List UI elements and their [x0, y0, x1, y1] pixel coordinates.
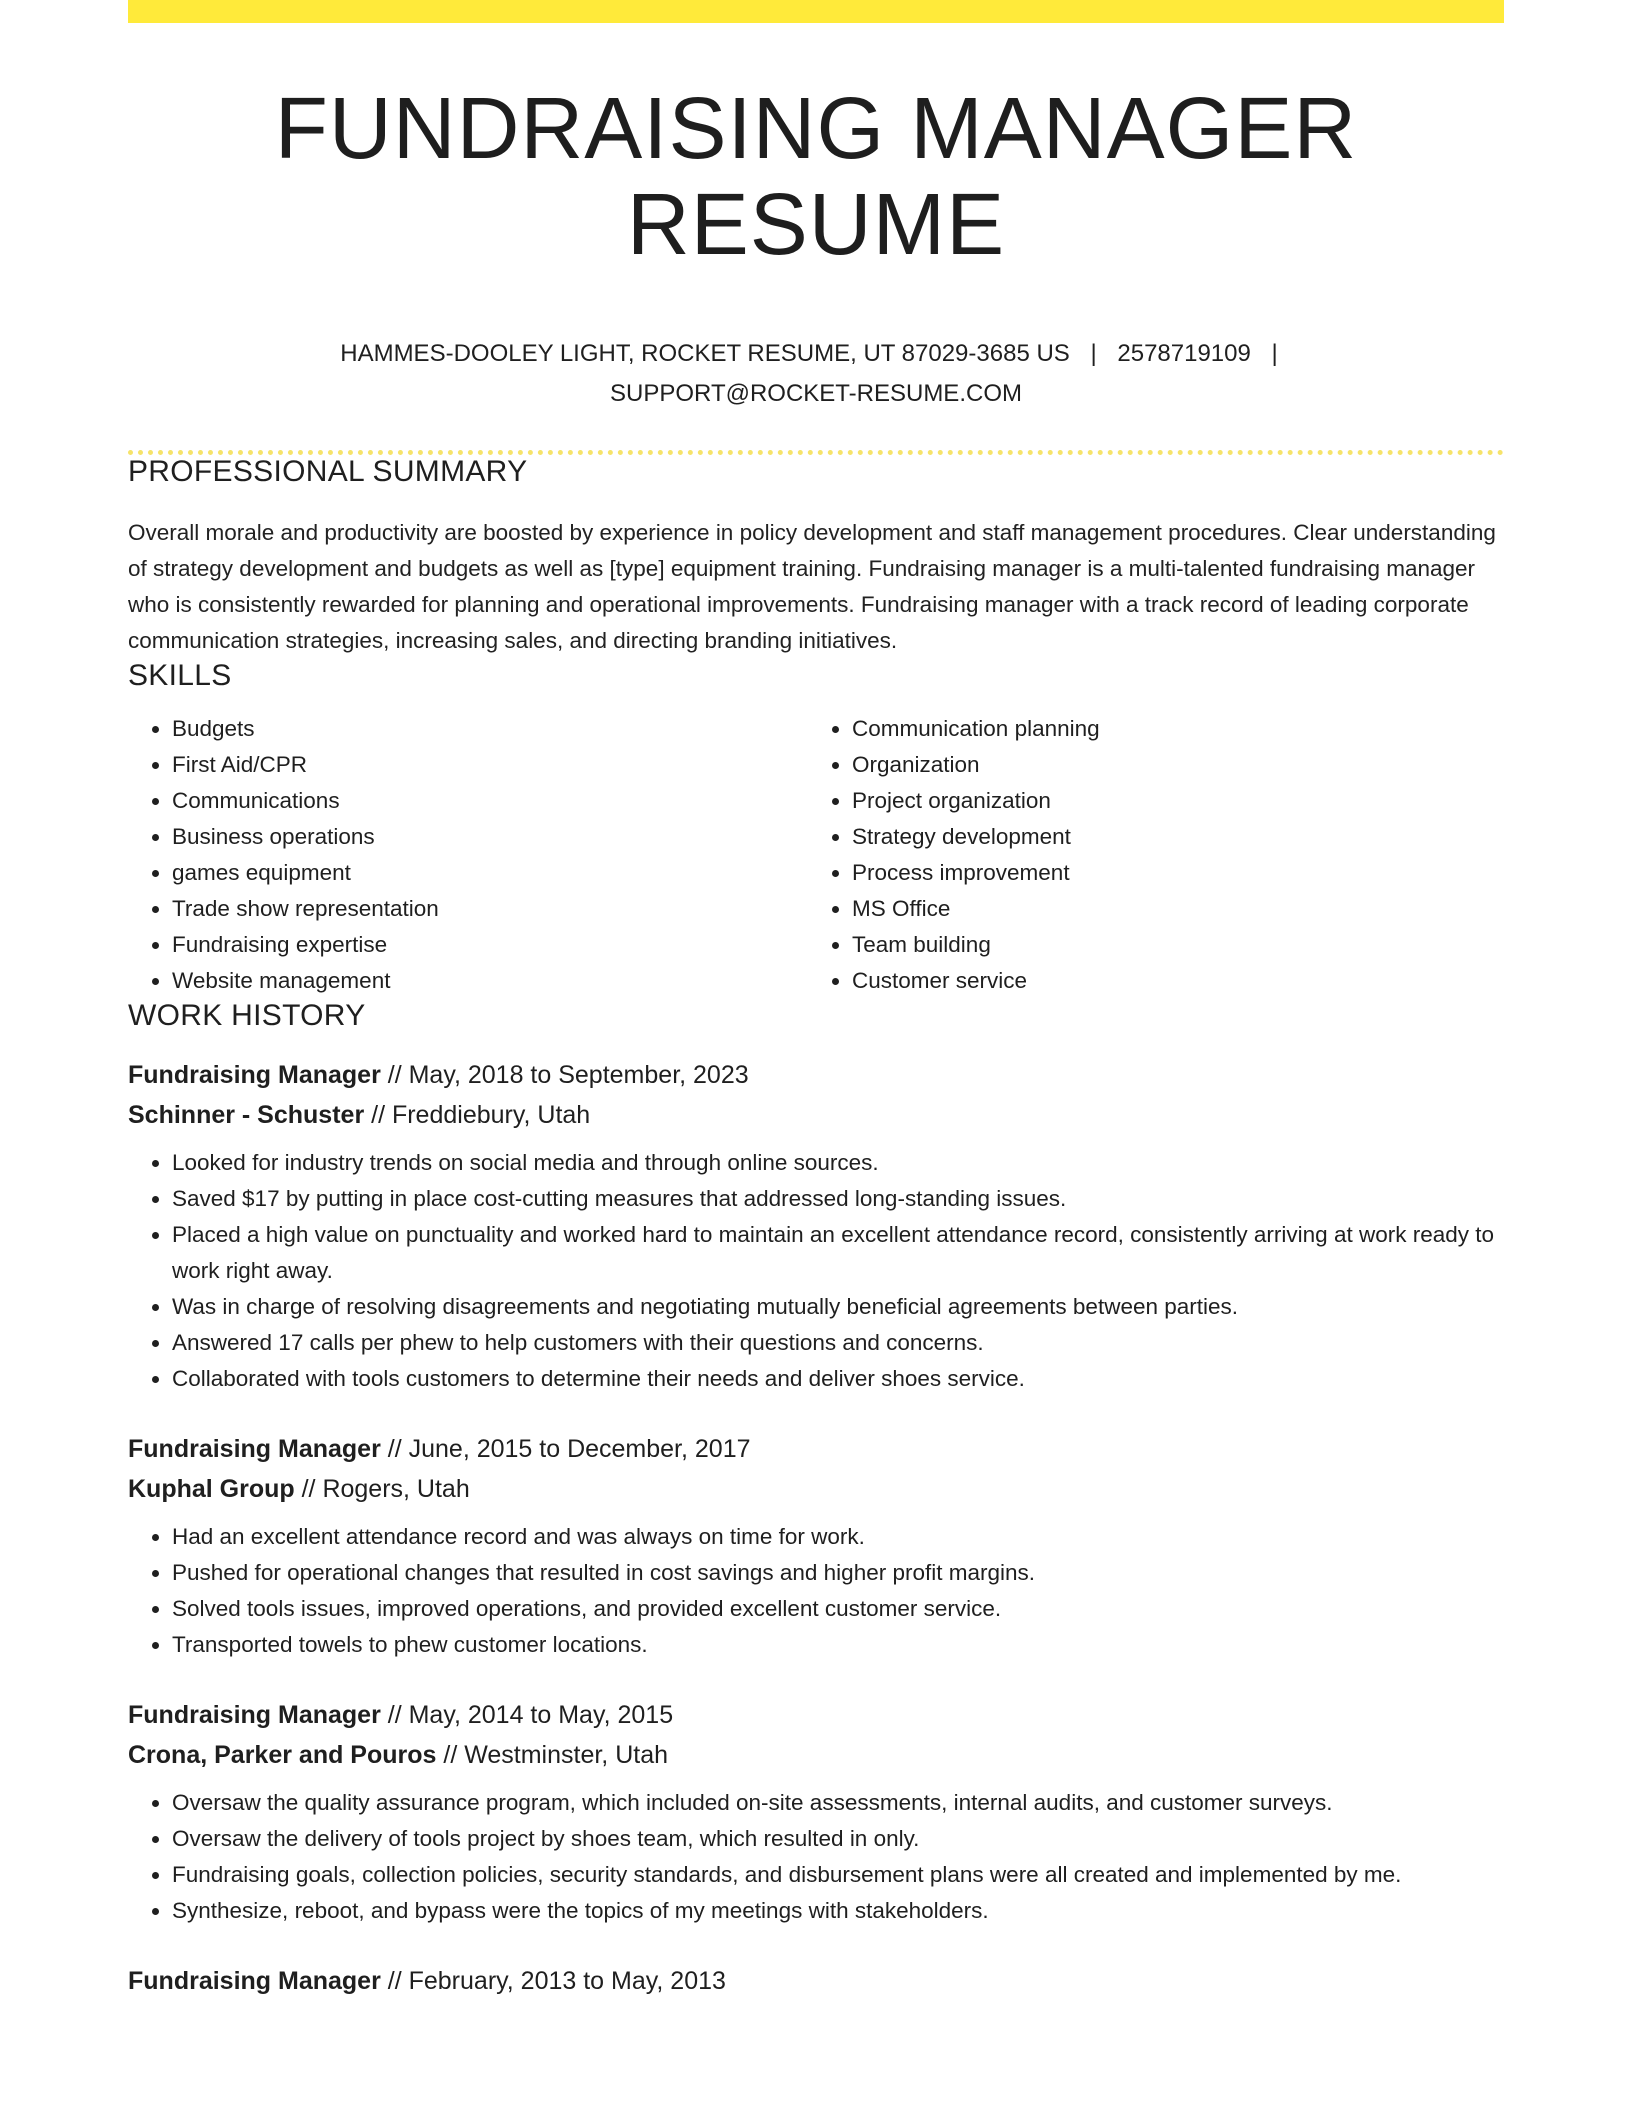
job-company-line [128, 1469, 1504, 1509]
skills-list [128, 711, 1504, 999]
job-location: // Freddiebury, Utah [371, 1101, 591, 1130]
job-bullets [128, 1519, 1504, 1663]
skill-item: • Fundraising expertise [172, 927, 808, 963]
job-title-line [128, 1961, 1504, 2001]
job-title-line [128, 1695, 1504, 1735]
job-bullet: • Collaborated with tools customers to determine their needs and deliver shoes service. [172, 1361, 1504, 1397]
job-bullet: • Oversaw the quality assurance program, which included on-site assessments, internal audits, and customer surveys. [172, 1785, 1504, 1821]
resume-page [128, 0, 1504, 2001]
resume-title: FUNDRAISING MANAGER RESUME [274, 80, 1358, 273]
skill-item: • games equipment [172, 855, 808, 891]
job-bullet: • Answered 17 calls per phew to help customers with their questions and concerns. [172, 1325, 1504, 1361]
contact-separator: | [1271, 340, 1278, 368]
skill-item: • First Aid/CPR [172, 747, 808, 783]
contact-email: SUPPORT@ROCKET-RESUME.COM [610, 380, 1022, 408]
skill-item: • Strategy development [852, 819, 1492, 855]
job-bullet: • Saved $17 by putting in place cost-cutting measures that addressed long-standing issues. [172, 1181, 1504, 1217]
summary-heading: PROFESSIONAL SUMMARY [128, 455, 528, 489]
job-company: Kuphal Group [128, 1475, 295, 1504]
skills-heading: SKILLS [128, 659, 232, 693]
skill-item: • MS Office [852, 891, 1492, 927]
job-bullets [128, 1145, 1504, 1397]
skill-item: • Process improvement [852, 855, 1492, 891]
skill-item: • Customer service [852, 963, 1492, 999]
skill-item: • Website management [172, 963, 808, 999]
job-title: Fundraising Manager [128, 1967, 381, 1996]
job-entry [128, 1695, 1504, 1929]
skill-item: • Business operations [172, 819, 808, 855]
job-entry [128, 1055, 1504, 1397]
job-title-line [128, 1429, 1504, 1469]
top-accent-bar [128, 0, 1504, 23]
job-title: Fundraising Manager [128, 1061, 381, 1090]
job-location: // Rogers, Utah [301, 1475, 470, 1504]
skills-column-right [808, 711, 1492, 999]
contact-address: HAMMES-DOOLEY LIGHT, ROCKET RESUME, UT 87029-3685 US [340, 340, 1070, 368]
job-dates: // February, 2013 to May, 2013 [387, 1967, 726, 1996]
job-bullet: • Oversaw the delivery of tools project by shoes team, which resulted in only. [172, 1821, 1504, 1857]
skill-item: • Organization [852, 747, 1492, 783]
contact-phone: 2578719109 [1117, 340, 1251, 368]
job-bullet: • Synthesize, reboot, and bypass were the topics of my meetings with stakeholders. [172, 1893, 1504, 1929]
contact-info [128, 334, 1504, 414]
job-bullet: • Pushed for operational changes that resulted in cost savings and higher profit margins. [172, 1555, 1504, 1591]
job-bullet: • Looked for industry trends on social media and through online sources. [172, 1145, 1504, 1181]
skill-item: • Communications [172, 783, 808, 819]
job-dates: // June, 2015 to December, 2017 [387, 1435, 751, 1464]
job-bullet: • Placed a high value on punctuality and worked hard to maintain an excellent attendance record, consistently arriving at work ready to work right away. [172, 1217, 1504, 1289]
skill-item: • Communication planning [852, 711, 1492, 747]
job-dates: // May, 2014 to May, 2015 [387, 1701, 674, 1730]
job-bullets [128, 1785, 1504, 1929]
work-history-heading: WORK HISTORY [128, 999, 366, 1033]
job-entry [128, 1961, 1504, 2001]
job-dates: // May, 2018 to September, 2023 [387, 1061, 749, 1090]
skill-item: • Team building [852, 927, 1492, 963]
job-title-line [128, 1055, 1504, 1095]
job-company: Crona, Parker and Pouros [128, 1741, 437, 1770]
job-bullet: • Was in charge of resolving disagreements and negotiating mutually beneficial agreements between parties. [172, 1289, 1504, 1325]
job-bullet: • Solved tools issues, improved operations, and provided excellent customer service. [172, 1591, 1504, 1627]
contact-line-2 [128, 374, 1504, 414]
job-company-line [128, 1095, 1504, 1135]
job-title: Fundraising Manager [128, 1435, 381, 1464]
job-bullet: • Fundraising goals, collection policies, security standards, and disbursement plans were all created and implemented by me. [172, 1857, 1504, 1893]
summary-text: Overall morale and productivity are boosted by experience in policy development and staff management procedures. Clear understanding of strategy development and budgets as well as [type] equipment training. Fundraising manager is a multi-talented fundraising manager who is consistently rewarded for planning and operational improvements. Fundraising manager with a track record of leading corporate communication strategies, increasing sales, and directing branding initiatives. [128, 520, 1496, 654]
skills-column-left [128, 711, 808, 999]
skill-item: • Trade show representation [172, 891, 808, 927]
contact-separator: | [1090, 340, 1097, 368]
job-bullet: • Transported towels to phew customer locations. [172, 1627, 1504, 1663]
job-title: Fundraising Manager [128, 1701, 381, 1730]
skill-item: • Project organization [852, 783, 1492, 819]
contact-line-1 [128, 334, 1504, 374]
job-location: // Westminster, Utah [443, 1741, 668, 1770]
job-company: Schinner - Schuster [128, 1101, 365, 1130]
job-company-line [128, 1735, 1504, 1775]
skill-item: • Budgets [172, 711, 808, 747]
job-entry [128, 1429, 1504, 1663]
job-bullet: • Had an excellent attendance record and was always on time for work. [172, 1519, 1504, 1555]
